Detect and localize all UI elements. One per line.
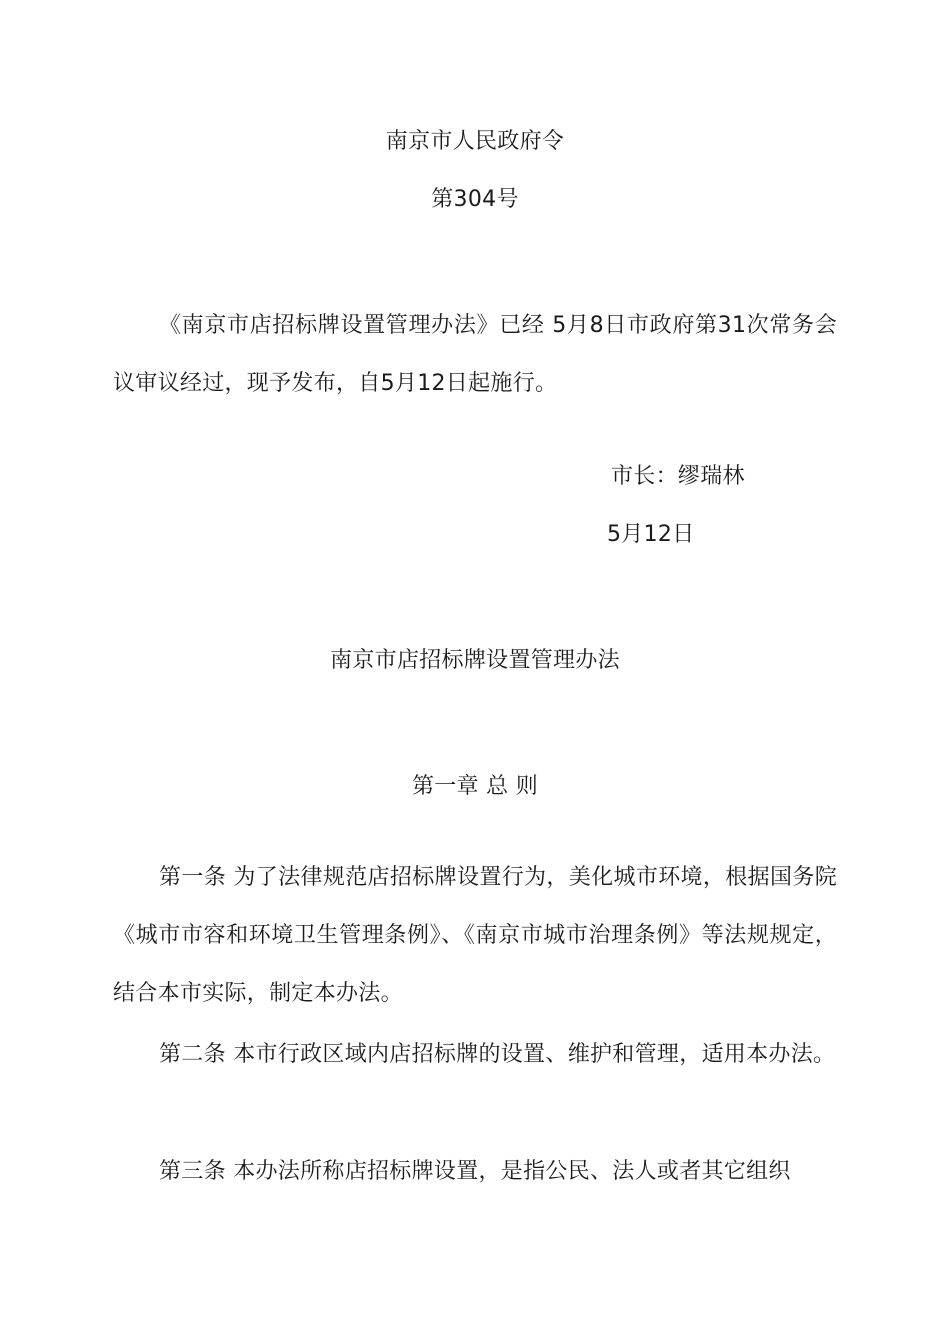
signature-date: 5月12日 [607, 522, 695, 547]
article-1: 第一条 为了法律规范店招标牌设置行为，美化城市环境，根据国务院《城市市容和环境卫生管理条例》、《南京市城市治理条例》等法规规定，结合本市实际，制定本办法。 [113, 865, 837, 1006]
document-title: 南京市店招标牌设置管理办法 [330, 648, 620, 673]
article-2: 第二条 本市行政区域内店招标牌的设置、维护和管理，适用本办法。 [159, 1042, 836, 1067]
article-3: 第三条 本办法所称店招标牌设置，是指公民、法人或者其它组织 [159, 1159, 791, 1184]
mayor-signature: 市长：缪瑞林 [611, 464, 745, 489]
chapter-heading: 第一章 总 则 [411, 774, 539, 799]
decree-number: 第304号 [431, 187, 519, 212]
announcement-paragraph: 《南京市店招标牌设置管理办法》已经 5月8日市政府第31次常务会议审议经过，现予发布，自5月12日起施行。 [113, 313, 837, 396]
decree-title: 南京市人民政府令 [385, 129, 565, 154]
